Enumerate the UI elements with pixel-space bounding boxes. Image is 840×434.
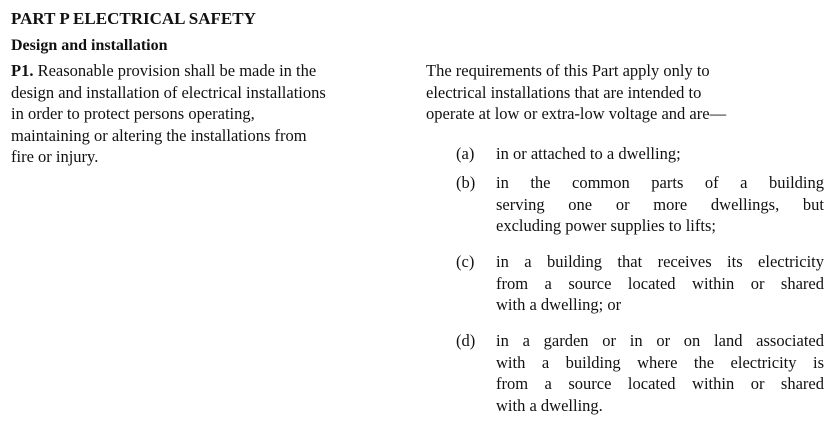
requirement-line: maintaining or altering the installations from <box>11 125 307 145</box>
list-item-line: with a building where the electricity is <box>496 352 824 372</box>
section-heading: Design and installation <box>11 37 168 54</box>
list-marker: (b) <box>456 173 476 192</box>
requirement-line: in order to protect persons operating, <box>11 104 255 123</box>
requirement-line: Reasonable provision shall be made in the <box>33 61 317 80</box>
list-marker: (c) <box>456 252 475 271</box>
list-item-text <box>496 330 824 416</box>
part-title: PART P ELECTRICAL SAFETY <box>11 9 256 28</box>
requirement-number: P1. <box>11 61 34 80</box>
list-item-text <box>496 172 824 237</box>
limits-intro-line: electrical installations that are intended to <box>426 82 702 102</box>
requirement-text <box>11 60 406 168</box>
limits-intro-line: The requirements of this Part apply only to <box>426 61 710 80</box>
list-marker: (d) <box>456 331 476 350</box>
requirement-line: design and installation of electrical installations <box>11 82 326 102</box>
list-item-line: in a building that receives its electricity <box>496 252 824 271</box>
list-item-line: from a source located within or shared <box>496 273 824 293</box>
list-item-line: in or attached to a dwelling; <box>496 144 681 163</box>
list-marker: (a) <box>456 144 475 163</box>
list-item-line: with a dwelling. <box>496 395 603 415</box>
limits-intro-line: operate at low or extra-low voltage and are— <box>426 104 727 123</box>
list-item-text <box>496 143 824 165</box>
limits-intro <box>426 60 826 125</box>
requirement-line: fire or injury. <box>11 147 99 166</box>
list-item-line: in a garden or in or on land associated <box>496 331 824 350</box>
list-item-line: excluding power supplies to lifts; <box>496 216 716 235</box>
list-item-line: from a source located within or shared <box>496 374 824 393</box>
list-item-line: in the common parts of a building <box>496 173 824 192</box>
requirement-first-line <box>11 60 406 82</box>
list-item-text <box>496 251 824 316</box>
list-item-line: with a dwelling; or <box>496 295 622 314</box>
list-item-line: serving one or more dwellings, but <box>496 194 824 214</box>
